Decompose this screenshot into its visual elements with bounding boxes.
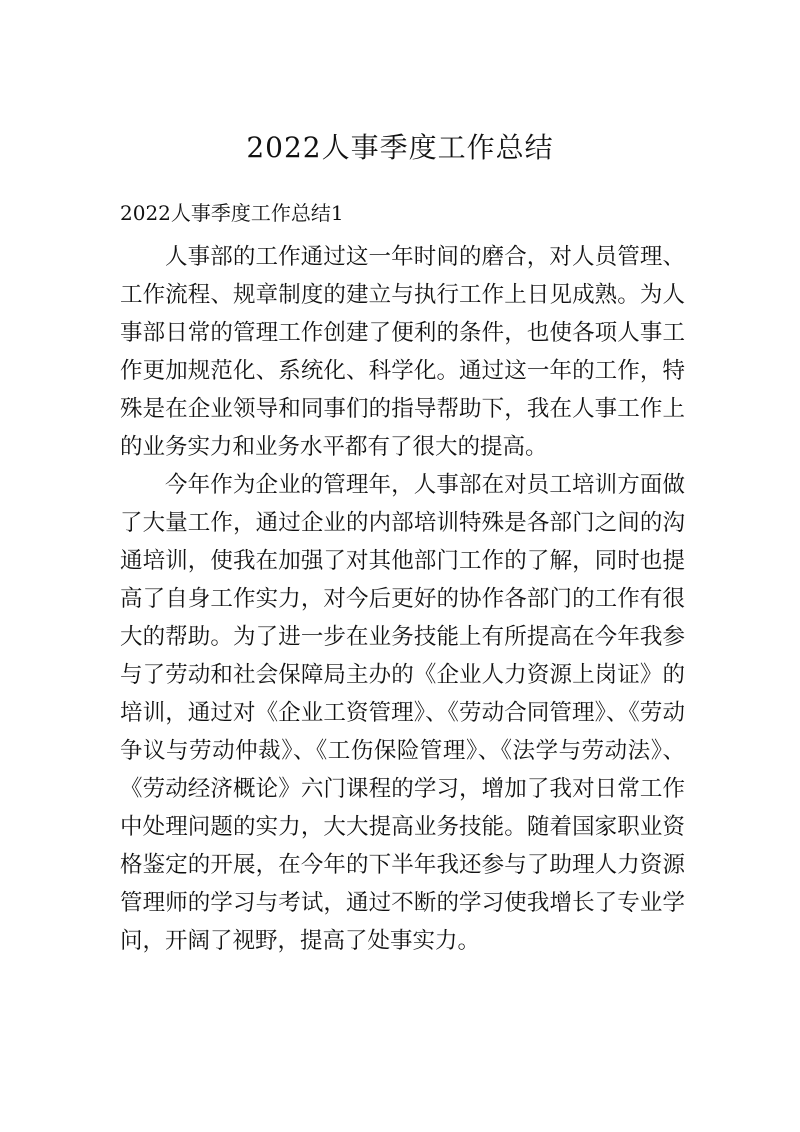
- paragraph-1: 人事部的工作通过这一年时间的磨合，对人员管理、工作流程、规章制度的建立与执行工作上日见成熟。为人事部日常的管理工作创建了便利的条件，也使各项人事工作更加规范化、系统化、科学化。通过这一年的工作，特殊是在企业领导和同事们的指导帮助下，我在人事工作上的业务实力和业务水平都有了很大的提高。: [120, 244, 685, 460]
- paragraph-2: 今年作为企业的管理年，人事部在对员工培训方面做了大量工作，通过企业的内部培训特殊是各部门之间的沟通培训，使我在加强了对其他部门工作的了解，同时也提高了自身工作实力，对今后更好的协作各部门的工作有很大的帮助。为了进一步在业务技能上有所提高在今年我参与了劳动和社会保障局主办的《企业人力资源上岗证》的培训，通过对《企业工资管理》、《劳动合同管理》、《劳动争议与劳动仲裁》、《工伤保险管理》、《法学与劳动法》、《劳动经济概论》六门课程的学习，增加了我对日常工作中处理问题的实力，大大提高业务技能。随着国家职业资格鉴定的开展，在今年的下半年我还参与了助理人力资源管理师的学习与考试，通过不断的学习使我增长了专业学问，开阔了视野，提高了处事实力。: [120, 472, 685, 954]
- document-title: 2022人事季度工作总结: [246, 131, 554, 164]
- section-heading: 2022人事季度工作总结1: [120, 201, 344, 225]
- document-body: [120, 238, 685, 960]
